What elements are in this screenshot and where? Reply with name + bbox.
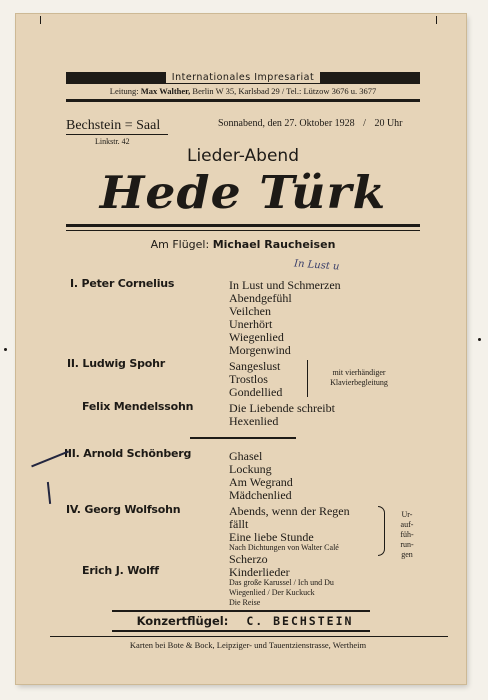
composer-schoenberg: III. Arnold Schönberg <box>64 447 192 460</box>
crop-mark <box>436 16 437 24</box>
song-title: Wiegenlied <box>229 330 284 344</box>
composer-cornelius: I. Peter Cornelius <box>70 277 175 290</box>
date-separator: / <box>363 118 366 129</box>
song-title: Eine liebe Stunde <box>229 530 314 544</box>
composer-wolff: Erich J. Wolff <box>82 564 159 577</box>
crop-mark <box>40 16 41 24</box>
song-title: Kinderlieder <box>229 565 290 579</box>
song-subtitle: Wiegenlied / Der Kuckuck <box>229 588 315 597</box>
song-subtitle: Die Reise <box>229 598 261 607</box>
premiere-brace <box>378 506 385 556</box>
song-title: Am Wegrand <box>229 475 293 489</box>
song-title: In Lust und Schmerzen <box>229 278 341 292</box>
konzert-brand: C. BECHSTEIN <box>246 614 354 628</box>
song-title: fällt <box>229 517 249 531</box>
song-title: Unerhört <box>229 317 273 331</box>
song-title: Lockung <box>229 462 272 476</box>
section-divider <box>190 437 296 439</box>
accompanist-label: Am Flügel: <box>150 238 210 251</box>
hall-name: Bechstein = Saal <box>66 118 161 133</box>
performer-name: Hede Türk <box>99 166 387 219</box>
event-type: Lieder-Abend <box>186 146 299 166</box>
composer-mendelssohn: Felix Mendelssohn <box>82 400 194 413</box>
leitung-name: Max Walther, <box>140 86 191 96</box>
song-title: Scherzo <box>229 552 268 566</box>
song-title: Die Liebende schreibt <box>229 401 335 415</box>
composer-spohr: II. Ludwig Spohr <box>67 357 165 370</box>
hall-underline <box>66 134 168 135</box>
header-rule <box>66 99 420 102</box>
konzert-rule-bottom <box>112 630 370 632</box>
concert-time: 20 Uhr <box>374 118 403 129</box>
title-rule-thin <box>66 230 420 231</box>
accompanist-name: Michael Raucheisen <box>212 238 336 251</box>
song-title: Trostlos <box>229 372 268 386</box>
konzertfluegel-line <box>80 614 410 628</box>
hall-street: Linkstr. 42 <box>95 137 130 146</box>
handwritten-note: In Lust u <box>293 258 340 273</box>
spohr-note-line: Klavierbegleitung <box>330 378 388 387</box>
song-credit: Nach Dichtungen von Walter Calé <box>229 543 339 552</box>
premiere-note-line: Ur- <box>401 510 413 519</box>
leitung-label: Leitung: <box>109 86 139 96</box>
impresariat-title: Internationales Impresariat <box>166 72 320 83</box>
premiere-note-line: füh- <box>400 530 414 539</box>
composer-wolfsohn: IV. Georg Wolfsohn <box>66 503 181 516</box>
song-title: Veilchen <box>229 304 271 318</box>
song-title: Ghasel <box>229 449 263 463</box>
konzert-rule-top <box>112 610 370 612</box>
ticket-info: Karten bei Bote & Bock, Leipziger- und Tauentzienstrasse, Wertheim <box>129 640 367 650</box>
punch-dot <box>478 338 481 341</box>
song-title: Abends, wenn der Regen <box>229 504 350 518</box>
premiere-note-line: auf- <box>400 520 414 529</box>
song-title: Abendgefühl <box>229 291 292 305</box>
premiere-note-line: run- <box>400 540 414 549</box>
song-title: Sangeslust <box>229 359 281 373</box>
konzert-label: Konzertflügel: <box>136 614 229 628</box>
accompanist-line <box>66 238 420 251</box>
impresariat-banner <box>66 72 420 84</box>
management-line <box>66 86 420 96</box>
spohr-note <box>314 368 404 388</box>
song-title: Hexenlied <box>229 414 279 428</box>
spohr-note-line: mit vierhändiger <box>332 368 386 377</box>
song-title: Morgenwind <box>229 343 291 357</box>
song-subtitle: Das große Karussel / Ich und Du <box>229 578 334 587</box>
premiere-note <box>394 510 420 560</box>
concert-date: Sonnabend, den 27. Oktober 1928 <box>218 118 355 129</box>
leitung-address: Berlin W 35, Karlsbad 29 / Tel.: Lützow 3676 u. 3677 <box>192 86 377 96</box>
song-title: Mädchenlied <box>229 488 292 502</box>
premiere-note-line: gen <box>401 550 413 559</box>
song-title: Gondellied <box>229 385 283 399</box>
punch-dot <box>4 348 7 351</box>
spohr-bracket <box>307 360 308 397</box>
title-rule-thick <box>66 224 420 227</box>
date-line <box>218 118 403 129</box>
footer-rule <box>50 636 448 637</box>
